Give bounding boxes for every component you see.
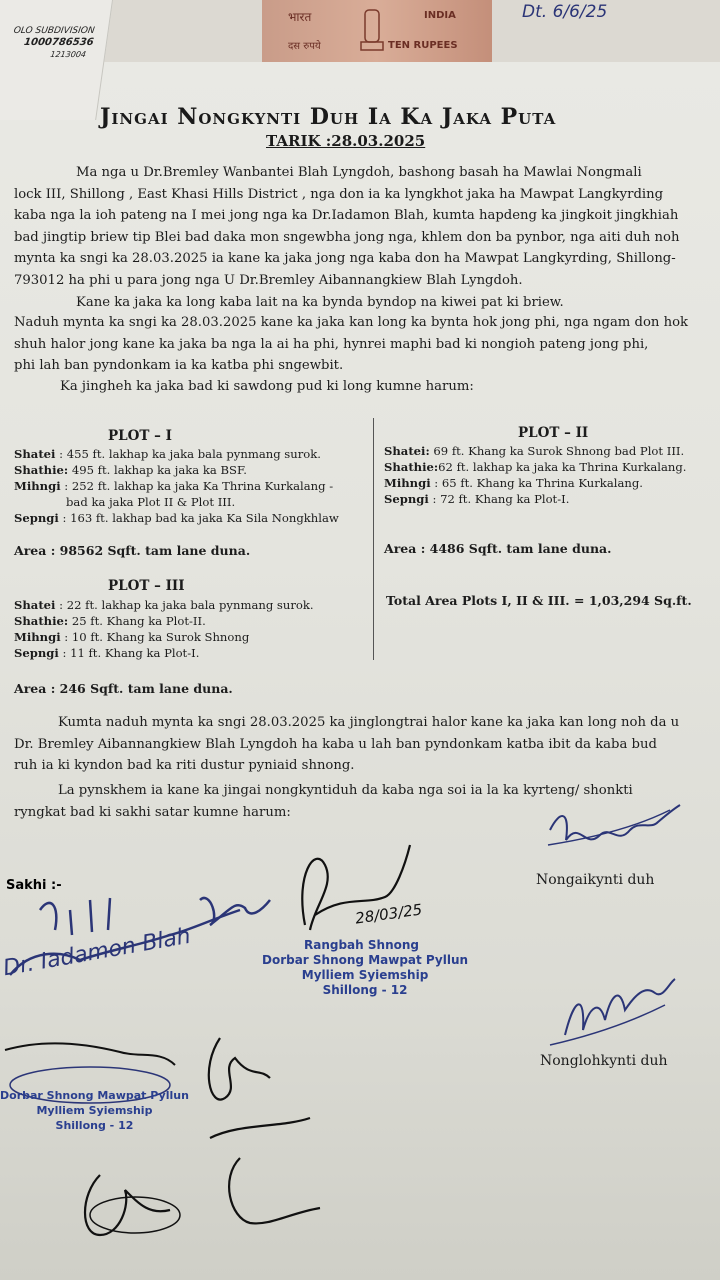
plot2-area: Area : 4486 Sqft. tam lane duna.: [384, 541, 612, 556]
plot2-boundary-line: [384, 443, 687, 459]
plot3-boundary-line: [14, 645, 314, 661]
seal-line: Mylliem Syiemship: [36, 1104, 153, 1117]
boundary-description: : 10 ft. Khang ka Surok Shnong: [60, 630, 250, 644]
plot3-title: PLOT – III: [108, 578, 185, 594]
boundary-direction: Sepngi: [14, 646, 59, 660]
plot3-area: Area : 246 Sqft. tam lane duna.: [14, 681, 233, 696]
receiver-signature: [545, 975, 685, 1055]
boundary-description: : 455 ft. lakhap ka jaka bala pynmang surok.: [55, 447, 321, 461]
text-line: phi lah ban pyndonkam ia ka katba phi sngewbit.: [14, 358, 344, 373]
text-line: Naduh mynta ka sngi ka 28.03.2025 kane ka jaka kan long ka bynta hok jong phi, nga ngam don hok: [14, 315, 688, 330]
witness1-signature: [0, 880, 280, 990]
boundary-direction: Mihngi: [384, 476, 431, 490]
headman-seal: [262, 938, 468, 998]
seal-line: Dorbar Shnong Mawpat Pyllun: [262, 953, 469, 967]
paragraph-declaration: [14, 162, 680, 291]
column-divider: [373, 418, 374, 660]
slip-small-number: 1213004: [49, 50, 87, 59]
boundary-direction: Shathie:: [14, 614, 69, 628]
paragraph-free-of-claims: Kane ka jaka ka long kaba lait na ka bynda byndop na kiwei pat ki briew.: [76, 295, 564, 310]
boundary-description: 495 ft. lakhap ka jaka ka BSF.: [68, 463, 247, 477]
boundary-direction: Shatei: [14, 598, 56, 612]
plot1-boundary-line: [14, 478, 339, 494]
seal-line: Rangbah Shnong: [304, 938, 419, 952]
text-line: ryngkat bad ki sakhi satar kumne harum:: [14, 804, 291, 820]
boundary-direction: Sepngi: [14, 511, 59, 525]
document-title: Jingai Nongkynti Duh Ia Ka Jaka Puta: [100, 104, 557, 130]
text-line: mynta ka sngi ka 28.03.2025 ia kane ka jaka jong nga kaba don ha Mawpat Langkyrding, Shillong-: [14, 251, 676, 266]
slip-number: 1000786536: [23, 37, 95, 48]
text-line: bad jingtip briew tip Blei bad daka mon sngewbha jong nga, khlem don ba pynbor, nga aiti duh noh: [14, 229, 680, 245]
boundary-description: : 252 ft. lakhap ka jaka Ka Thrina Kurkalang -: [60, 479, 334, 493]
plot1-boundary-line: [14, 510, 339, 526]
seal-line: Shillong - 12: [322, 983, 408, 997]
text-line: ruh ia ki kyndon bad ka riti dustur pyniaid shnong.: [14, 758, 355, 773]
plot2-title: PLOT – II: [518, 425, 589, 441]
boundary-direction: Shathie:: [384, 460, 439, 474]
text-line: lock III, Shillong , East Khasi Hills District , nga don ia ka lyngkhot jaka ha Mawpat Langkyrding: [14, 186, 664, 202]
seal-line: Dorbar Shnong Mawpat Pyllun: [0, 1089, 189, 1102]
stamp-label-hindi: भारत: [288, 10, 312, 24]
headman-signature: [285, 835, 435, 945]
stamp-value-english: TEN RUPEES: [388, 40, 458, 51]
text-line: kaba nga la ioh pateng na I mei jong nga ka Dr.Iadamon Blah, kumta hapdeng ka jingkoit jingkhiah: [14, 208, 679, 223]
text-line: 793012 ha phi u para jong nga U Dr.Bremley Aibannangkiew Blah Lyngdoh.: [14, 272, 523, 288]
plot1-boundaries: [14, 446, 339, 526]
paragraph-rights: [14, 312, 688, 377]
plot1-title: PLOT – I: [108, 428, 172, 444]
plot3-boundaries: [14, 597, 314, 661]
witness-label: Sakhi :-: [6, 878, 62, 893]
seal-line: Mylliem Syiemship: [301, 968, 429, 982]
boundary-description: 62 ft. lakhap ka jaka ka Thrina Kurkalang.: [438, 460, 687, 474]
boundary-description: : 72 ft. Khang ka Plot-I.: [428, 492, 570, 506]
receiver-label: Nonglohkynti duh: [540, 1053, 668, 1069]
plot2-boundaries: [384, 443, 687, 507]
boundary-description: bad ka jaka Plot II & Plot III.: [66, 495, 236, 509]
plot2-boundary-line: [384, 491, 687, 507]
stamp-paper: [262, 0, 492, 62]
seal-line: Shillong - 12: [55, 1119, 134, 1132]
stamp-value-hindi: दस रुपये: [288, 41, 321, 52]
boundary-description: : 65 ft. Khang ka Thrina Kurkalang.: [430, 476, 643, 490]
plot1-area: Area : 98562 Sqft. tam lane duna.: [14, 543, 251, 558]
boundary-direction: Mihngi: [14, 479, 61, 493]
total-area: Total Area Plots I, II & III. = 1,03,294 Sq.ft.: [386, 593, 692, 608]
plot2-boundary-line: [384, 475, 687, 491]
stamp-country: INDIA: [424, 10, 456, 21]
plot1-boundary-line: [14, 446, 339, 462]
boundary-direction: Shathie:: [14, 463, 69, 477]
witness2-signature: [180, 1028, 340, 1238]
boundary-direction: Shatei:: [384, 444, 430, 458]
paragraph-boundaries-intro: Ka jingheh ka jaka bad ki sawdong pud ki long kumne harum:: [60, 379, 474, 394]
boundary-description: : 11 ft. Khang ka Plot-I.: [58, 646, 200, 660]
boundary-direction: Sepngi: [384, 492, 429, 506]
text-line: Dr. Bremley Aibannangkiew Blah Lyngdoh ha kaba u lah ban pyndonkam katba ibit da kaba bud: [14, 736, 657, 752]
document-date: TARIK :28.03.2025: [266, 132, 426, 150]
plot1-boundary-line: [14, 494, 339, 510]
witness1-name: Dr. Iadamon Blah: [1, 923, 193, 982]
boundary-description: 69 ft. Khang ka Surok Shnong bad Plot III.: [429, 444, 685, 458]
plot1-boundary-line: [14, 462, 339, 478]
plot3-boundary-line: [14, 613, 314, 629]
giver-label: Nongaikynti duh: [536, 872, 655, 888]
signature-date: 28/03/25: [354, 900, 424, 928]
boundary-description: 25 ft. Khang ka Plot-II.: [68, 614, 206, 628]
text-line: Kumta naduh mynta ka sngi 28.03.2025 ka jinglongtrai halor kane ka jaka kan long noh da u: [58, 715, 680, 730]
handwritten-date: Dt. 6/6/25: [522, 2, 608, 22]
boundary-description: : 22 ft. lakhap ka jaka bala pynmang surok.: [55, 598, 314, 612]
plot3-boundary-line: [14, 597, 314, 613]
boundary-direction: Mihngi: [14, 630, 61, 644]
text-line: shuh halor jong kane ka jaka ba nga la ai ha phi, hynrei maphi bad ki nongioh pateng jong phi,: [14, 336, 649, 352]
receipt-slip: [0, 0, 113, 120]
slip-subdivision: OLO SUBDIVISION: [12, 26, 96, 36]
giver-signature: [540, 800, 690, 870]
boundary-description: : 163 ft. lakhap bad ka jaka Ka Sila Nongkhlaw: [58, 511, 339, 525]
secretary-seal: [0, 1088, 189, 1133]
paragraph-ownership: [14, 712, 679, 777]
plot2-boundary-line: [384, 459, 687, 475]
emblem-icon: [357, 4, 387, 56]
boundary-direction: Shatei: [14, 447, 56, 461]
text-line: Ma nga u Dr.Bremley Wanbantei Blah Lyngdoh, bashong basah ha Mawlai Nongmali: [76, 165, 642, 180]
plot3-boundary-line: [14, 629, 314, 645]
witness3-signature: [70, 1165, 190, 1245]
text-line: La pynskhem ia kane ka jingai nongkyntiduh da kaba nga soi ia la ka kyrteng/ shonkti: [58, 783, 633, 798]
